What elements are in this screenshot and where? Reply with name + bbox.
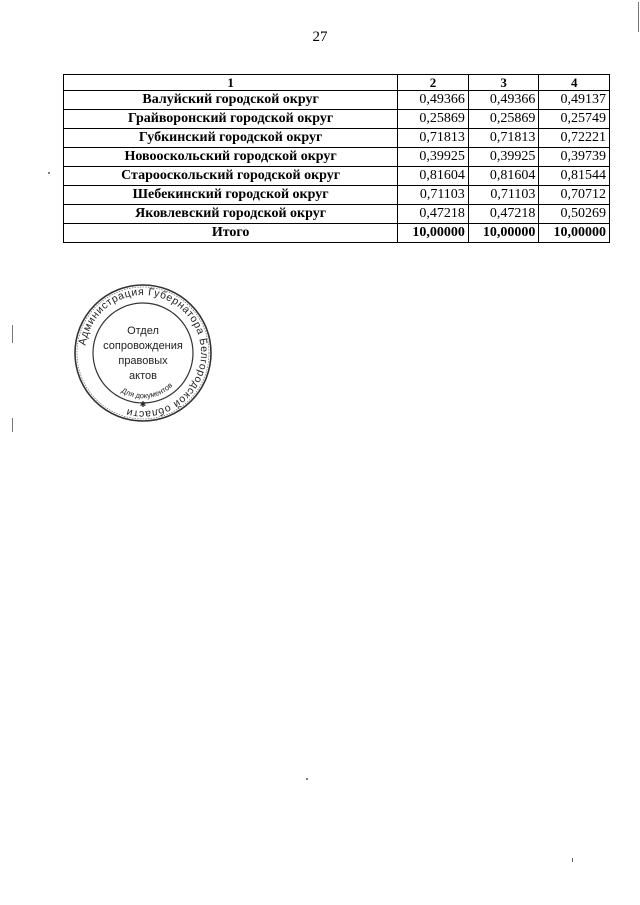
district-name: Шебекинский городской округ [64,186,398,205]
district-name: Старооскольский городской округ [64,167,398,186]
value-col-3: 0,39925 [468,148,539,167]
value-col-3: 0,49366 [468,91,539,110]
table-row [64,91,610,110]
stamp-star-icon: ✱ [139,400,147,409]
scan-edge-mark [12,418,13,432]
total-col-3: 10,00000 [468,224,539,243]
data-table [63,74,610,243]
table-row [64,205,610,224]
value-col-3: 0,71103 [468,186,539,205]
stamp-outer-text: Администрация Губернатора Белгородской области [76,285,211,421]
district-name: Валуйский городской округ [64,91,398,110]
district-name: Губкинский городской округ [64,129,398,148]
district-name: Новооскольский городской округ [64,148,398,167]
header-col-4: 4 [539,75,610,91]
value-col-2: 0,71813 [398,129,469,148]
value-col-4: 0,72221 [539,129,610,148]
table-row [64,186,610,205]
table-row [64,167,610,186]
value-col-2: 0,47218 [398,205,469,224]
scan-speck [572,858,573,862]
stamp-line: актов [129,370,157,382]
header-col-3: 3 [468,75,539,91]
total-label: Итого [64,224,398,243]
table-header-row [64,75,610,91]
table-row [64,110,610,129]
total-row [64,224,610,243]
value-col-3: 0,25869 [468,110,539,129]
header-col-2: 2 [398,75,469,91]
value-col-3: 0,47218 [468,205,539,224]
total-col-4: 10,00000 [539,224,610,243]
page-number: 27 [312,29,328,45]
stamp-line: Отдел [127,325,159,337]
value-col-2: 0,39925 [398,148,469,167]
stamp-inner-text: Для документов [119,380,175,401]
district-name: Яковлевский городской округ [64,205,398,224]
value-col-4: 0,70712 [539,186,610,205]
value-col-4: 0,39739 [539,148,610,167]
value-col-2: 0,81604 [398,167,469,186]
stamp-center-text [99,324,187,384]
value-col-4: 0,49137 [539,91,610,110]
table-row [64,129,610,148]
district-name: Грайворонский городской округ [64,110,398,129]
value-col-2: 0,49366 [398,91,469,110]
value-col-4: 0,50269 [539,205,610,224]
stamp-line: сопровождения [103,340,183,352]
table-row [64,148,610,167]
scan-edge-mark [12,325,13,343]
scan-edge-mark [638,2,639,32]
value-col-4: 0,25749 [539,110,610,129]
value-col-3: 0,81604 [468,167,539,186]
value-col-4: 0,81544 [539,167,610,186]
scan-speck [48,172,50,174]
value-col-3: 0,71813 [468,129,539,148]
value-col-2: 0,71103 [398,186,469,205]
total-col-2: 10,00000 [398,224,469,243]
header-col-1: 1 [64,75,398,91]
scan-speck [306,778,308,780]
value-col-2: 0,25869 [398,110,469,129]
stamp-line: правовых [118,355,168,367]
